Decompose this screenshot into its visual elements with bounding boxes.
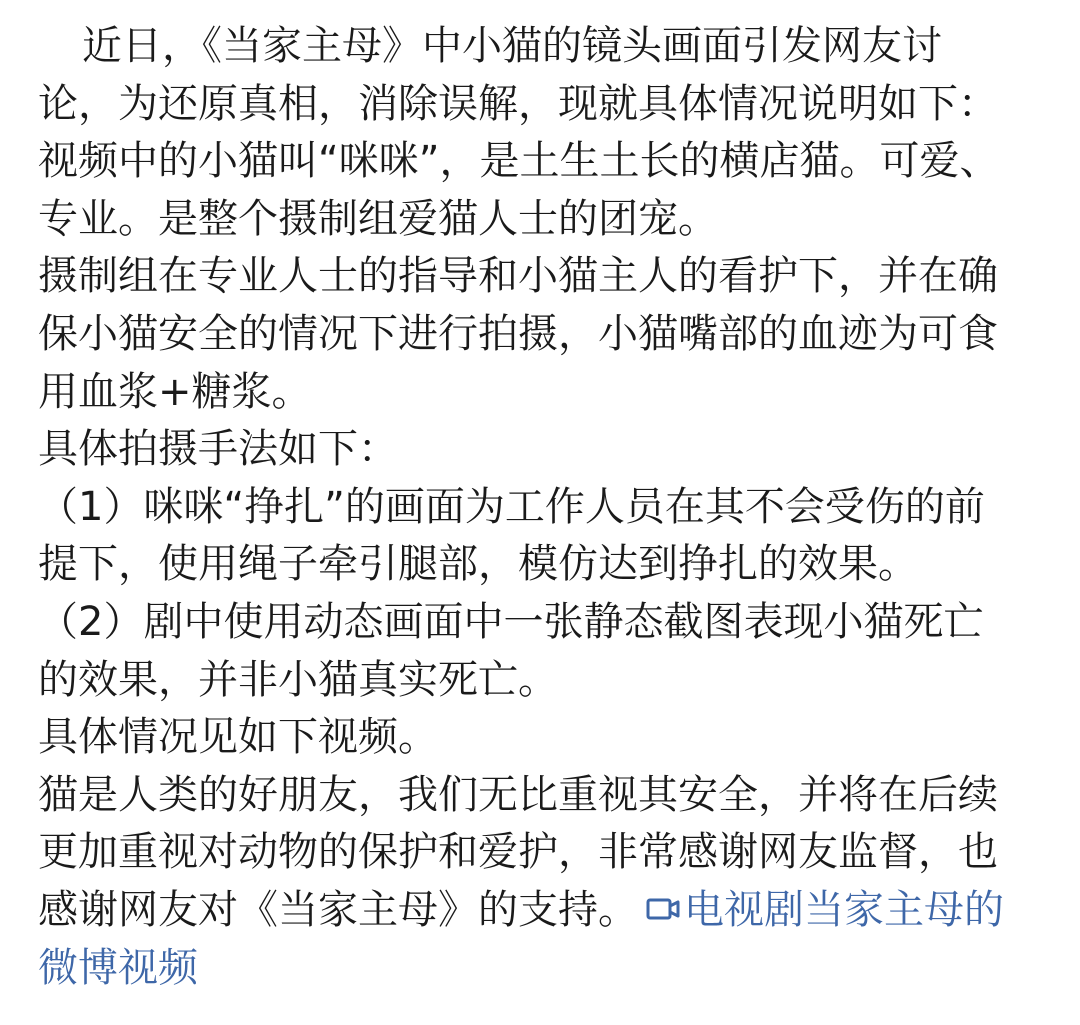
post-line: 论，为还原真相，消除误解，现就具体情况说明如下： <box>38 80 998 127</box>
post-line: 保小猫安全的情况下进行拍摄，小猫嘴部的血迹为可食 <box>38 310 998 357</box>
post-line: 视频中的小猫叫“咪咪”，是土生土长的横店猫。可爱、 <box>38 138 1000 185</box>
post-line: 摄制组在专业人士的指导和小猫主人的看护下，并在确 <box>38 253 998 300</box>
post-line: 专业。是整个摄制组爱猫人士的团宠。 <box>38 195 718 242</box>
post-line: 的效果，并非小猫真实死亡。 <box>38 656 558 703</box>
video-icon <box>646 892 680 926</box>
post-line-text: 感谢网友对《当家主母》的支持。 <box>38 886 638 933</box>
video-link-label[interactable]: 电视剧当家主母的 <box>684 886 1004 933</box>
post-line: 近日，《当家主母》中小猫的镜头画面引发网友讨 <box>82 23 942 69</box>
post-line: 更加重视对动物的保护和爱护，非常感谢网友监督，也 <box>38 829 998 876</box>
post-line: 具体拍摄手法如下： <box>38 426 398 473</box>
post-line-with-link <box>38 882 1048 940</box>
post-line: （2）剧中使用动态画面中一张静态截图表现小猫死亡 <box>38 598 984 645</box>
post-line: 提下，使用绳子牵引腿部，模仿达到挣扎的效果。 <box>38 541 918 588</box>
weibo-video-link[interactable] <box>638 887 1004 933</box>
post-line: 猫是人类的好朋友，我们无比重视其安全，并将在后续 <box>38 771 998 818</box>
post-line: 用血浆+糖浆。 <box>38 368 312 415</box>
post-line: 具体情况见如下视频。 <box>38 714 438 761</box>
post-line: （1）咪咪“挣扎”的画面为工作人员在其不会受伤的前 <box>38 483 985 530</box>
video-link-label-continued[interactable]: 微博视频 <box>38 944 198 991</box>
post-body <box>38 18 1048 997</box>
